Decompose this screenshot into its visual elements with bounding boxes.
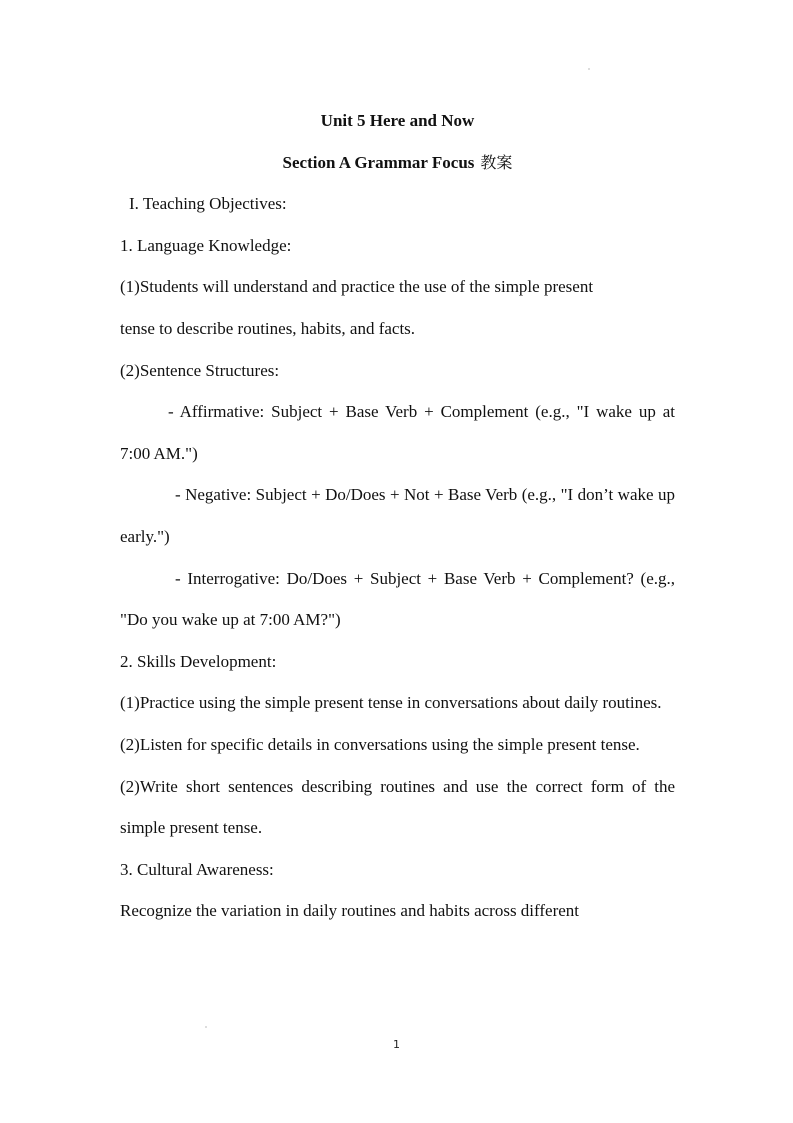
subtitle-text: Section A Grammar Focus — [282, 152, 475, 172]
bullet-affirmative: - Affirmative: Subject + Base Verb + Complement (e.g., "I wake up at 7:00 AM.") — [120, 402, 675, 463]
paragraph-sentence-structures: (2)Sentence Structures: — [120, 360, 280, 380]
title-text: Unit 5 Here and Now — [320, 111, 475, 130]
paragraph-language-1 — [120, 266, 675, 349]
heading-skills-development: 2. Skills Development: — [120, 651, 277, 671]
scan-mark — [205, 1026, 207, 1028]
heading-language-knowledge: 1. Language Knowledge: — [120, 235, 292, 255]
paragraph-skills-3: (2)Write short sentences describing routines and use the correct form of the simple present tense. — [120, 776, 675, 838]
bullet-negative: - Negative: Subject + Do/Does + Not + Base Verb (e.g., "I don’t wake up early.") — [120, 485, 675, 546]
paragraph-skills-1: (1)Practice using the simple present tense in conversations about daily routines. — [120, 693, 662, 713]
paragraph-skills-2: (2)Listen for specific details in conversations using the simple present tense. — [120, 734, 640, 754]
scan-mark — [588, 68, 590, 70]
bullet-interrogative: - Interrogative: Do/Does + Subject + Base Verb + Complement? (e.g., "Do you wake up at 7:00 AM?") — [120, 568, 675, 630]
document-body — [120, 100, 675, 932]
paragraph-cultural-1: Recognize the variation in daily routines and habits across different — [120, 901, 580, 921]
heading-teaching-objectives: I. Teaching Objectives: — [129, 194, 287, 214]
document-title — [120, 100, 675, 142]
subtitle-cjk-text: 教案 — [480, 152, 513, 172]
page-number: 1 — [393, 1038, 400, 1051]
paragraph-language-1-line-1: (1)Students will understand and practice the use of the simple present — [120, 277, 594, 297]
paragraph-language-1-line-2: tense to describe routines, habits, and facts. — [120, 318, 416, 338]
heading-cultural-awareness: 3. Cultural Awareness: — [120, 859, 274, 879]
document-subtitle — [120, 142, 675, 184]
